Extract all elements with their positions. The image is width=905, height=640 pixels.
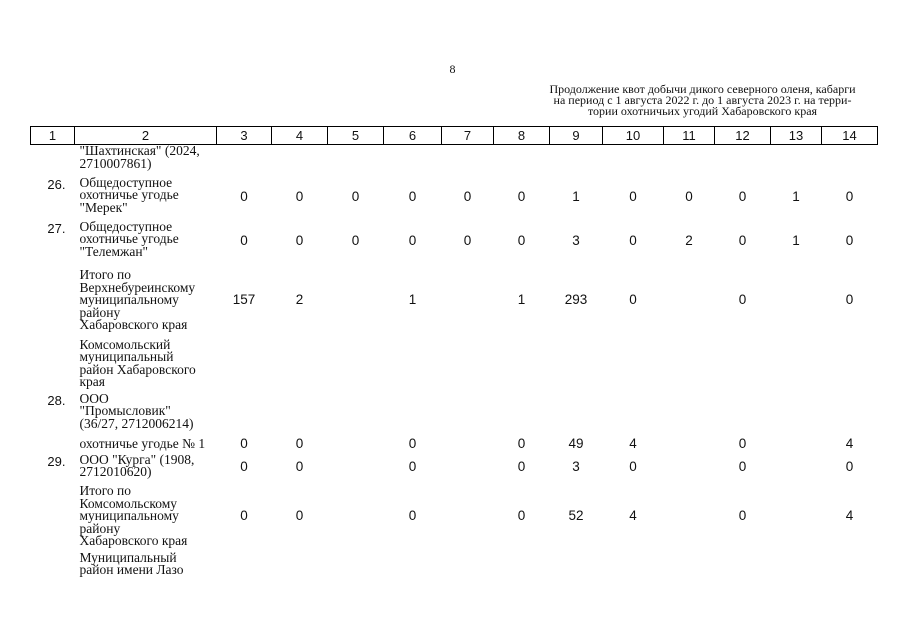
value-cell-col-9 bbox=[550, 145, 603, 175]
value-cell-col-3 bbox=[217, 550, 272, 584]
value-cell-col-9 bbox=[550, 550, 603, 584]
value-cell-col-11 bbox=[664, 452, 715, 482]
row-name-line: охотничье угодье bbox=[79, 187, 179, 202]
value-cell-col-7 bbox=[442, 452, 494, 482]
value-cell-col-5 bbox=[328, 482, 384, 550]
value-cell-col-6 bbox=[384, 337, 442, 391]
value-cell-col-14 bbox=[822, 550, 878, 584]
value-cell-col-8 bbox=[494, 145, 550, 175]
value-cell-col-3: 0 bbox=[240, 435, 248, 451]
value-cell-col-13 bbox=[771, 145, 822, 175]
row-name bbox=[75, 219, 217, 263]
value-cell-col-12: 0 bbox=[738, 189, 747, 204]
value-cell-col-7: 0 bbox=[463, 233, 472, 248]
value-cell-col-7: 0 bbox=[463, 189, 472, 204]
value-cell-col-5 bbox=[328, 452, 384, 482]
caption-line-2: на период с 1 августа 2022 г. до 1 августа 2023 г. на терри- bbox=[553, 93, 852, 107]
value-cell-col-13: 1 bbox=[792, 233, 800, 248]
row-name-line: муниципальный bbox=[79, 349, 174, 364]
quota-table bbox=[30, 126, 878, 584]
column-number-row bbox=[31, 127, 878, 145]
value-cell-col-10: 0 bbox=[629, 233, 637, 248]
row-name-line: району bbox=[79, 304, 121, 320]
column-header-14: 14 bbox=[822, 127, 878, 145]
row-name-line: охотничье угодье № 1 bbox=[79, 435, 206, 451]
value-cell-col-8: 0 bbox=[517, 508, 526, 523]
row-name-line: муниципальному bbox=[79, 508, 179, 524]
row-name-line: Итого по bbox=[79, 483, 132, 499]
value-cell-col-6 bbox=[384, 391, 442, 435]
value-cell-col-11 bbox=[664, 337, 715, 391]
row-name bbox=[75, 175, 217, 219]
column-header-5: 5 bbox=[328, 127, 384, 145]
row-name-line: охотничье угодье bbox=[79, 231, 179, 246]
page-number: 8 bbox=[449, 62, 456, 76]
value-cell-col-6 bbox=[384, 550, 442, 584]
value-cell-col-5 bbox=[328, 337, 384, 391]
value-cell-col-12: 0 bbox=[738, 233, 747, 248]
value-cell-col-14: 0 bbox=[845, 292, 854, 307]
row-name-line: Комсомольский bbox=[79, 336, 171, 352]
row-name bbox=[75, 435, 217, 452]
row-number: 26. bbox=[47, 176, 66, 192]
value-cell-col-7 bbox=[442, 482, 494, 550]
value-cell-col-13 bbox=[771, 263, 822, 337]
value-cell-col-7 bbox=[442, 145, 494, 175]
value-cell-col-13 bbox=[771, 482, 822, 550]
value-cell-col-3 bbox=[217, 337, 272, 391]
value-cell-col-7 bbox=[442, 550, 494, 584]
value-cell-col-10: 0 bbox=[629, 189, 637, 204]
value-cell-col-14: 0 bbox=[845, 189, 854, 204]
value-cell-col-10: 0 bbox=[629, 459, 637, 474]
column-header-10: 10 bbox=[603, 127, 664, 145]
value-cell-col-14: 4 bbox=[845, 508, 854, 523]
value-cell-col-7 bbox=[442, 391, 494, 435]
row-name-line: Верхнебуреинскому bbox=[79, 279, 196, 295]
value-cell-col-8: 0 bbox=[517, 233, 526, 248]
value-cell-col-14: 4 bbox=[845, 435, 854, 451]
row-number bbox=[31, 145, 75, 175]
value-cell-col-12 bbox=[715, 145, 771, 175]
row-name-line: район Хабаровского bbox=[79, 361, 196, 377]
value-cell-col-6: 0 bbox=[408, 435, 417, 451]
row-name-line: края bbox=[79, 374, 106, 389]
row-number bbox=[31, 337, 75, 391]
value-cell-col-14 bbox=[822, 145, 878, 175]
column-header-6: 6 bbox=[384, 127, 442, 145]
row-number bbox=[31, 482, 75, 550]
value-cell-col-12: 0 bbox=[738, 292, 747, 307]
value-cell-col-10: 0 bbox=[629, 292, 637, 307]
value-cell-col-11 bbox=[664, 435, 715, 452]
value-cell-col-9: 52 bbox=[568, 508, 584, 523]
value-cell-col-8: 0 bbox=[517, 435, 526, 451]
value-cell-col-12 bbox=[715, 391, 771, 435]
value-cell-col-14: 0 bbox=[845, 233, 854, 248]
table-row bbox=[31, 175, 878, 219]
value-cell-col-11: 0 bbox=[685, 189, 693, 204]
value-cell-col-5 bbox=[328, 145, 384, 175]
column-header-2: 2 bbox=[75, 127, 217, 145]
column-header-8: 8 bbox=[494, 127, 550, 145]
value-cell-col-9: 3 bbox=[572, 459, 580, 474]
value-cell-col-10 bbox=[603, 550, 664, 584]
row-name-line: район имени Лазо bbox=[79, 562, 184, 577]
value-cell-col-5: 0 bbox=[351, 233, 360, 248]
row-number bbox=[31, 550, 75, 584]
table-caption bbox=[530, 84, 875, 117]
row-name-line: 2710007861) bbox=[79, 155, 152, 171]
row-name-line: 2712010620) bbox=[79, 464, 152, 479]
table-body bbox=[31, 145, 878, 584]
row-number: 28. bbox=[47, 392, 66, 408]
table-row bbox=[31, 482, 878, 550]
row-name-line: Итого по bbox=[79, 267, 132, 283]
value-cell-col-7 bbox=[442, 337, 494, 391]
value-cell-col-7 bbox=[442, 263, 494, 337]
value-cell-col-9: 293 bbox=[564, 292, 588, 307]
row-name-line: Хабаровского края bbox=[79, 317, 188, 333]
value-cell-col-4: 0 bbox=[295, 189, 304, 204]
value-cell-col-9: 3 bbox=[572, 233, 580, 248]
row-number: 27. bbox=[47, 220, 66, 236]
caption-line-1: Продолжение квот добычи дикого северного оленя, кабарги bbox=[549, 82, 856, 96]
value-cell-col-5 bbox=[328, 263, 384, 337]
value-cell-col-3: 0 bbox=[240, 233, 248, 248]
row-name-line: Муниципальный bbox=[79, 549, 177, 565]
value-cell-col-3: 0 bbox=[240, 459, 248, 474]
column-header-11: 11 bbox=[664, 127, 715, 145]
value-cell-col-10 bbox=[603, 145, 664, 175]
row-name bbox=[75, 391, 217, 435]
table-row bbox=[31, 263, 878, 337]
value-cell-col-12 bbox=[715, 337, 771, 391]
value-cell-col-8 bbox=[494, 391, 550, 435]
table-row bbox=[31, 435, 878, 452]
row-name-line: (36/27, 2712006214) bbox=[79, 415, 194, 431]
value-cell-col-10 bbox=[603, 391, 664, 435]
value-cell-col-10 bbox=[603, 337, 664, 391]
value-cell-col-13: 1 bbox=[792, 189, 800, 204]
value-cell-col-12: 0 bbox=[738, 459, 747, 474]
row-name bbox=[75, 337, 217, 391]
row-name bbox=[75, 145, 217, 175]
value-cell-col-4 bbox=[272, 550, 328, 584]
value-cell-col-12 bbox=[715, 550, 771, 584]
row-name-line: муниципальному bbox=[79, 292, 179, 308]
value-cell-col-4 bbox=[272, 337, 328, 391]
column-header-12: 12 bbox=[715, 127, 771, 145]
row-name-line: ООО "Курга" (1908, bbox=[79, 451, 195, 467]
value-cell-col-13 bbox=[771, 435, 822, 452]
value-cell-col-9: 49 bbox=[568, 435, 584, 451]
value-cell-col-3: 157 bbox=[232, 292, 256, 307]
value-cell-col-11 bbox=[664, 391, 715, 435]
row-number bbox=[31, 263, 75, 337]
row-number: 29. bbox=[47, 453, 66, 469]
value-cell-col-13 bbox=[771, 550, 822, 584]
value-cell-col-4: 0 bbox=[295, 459, 304, 474]
row-name bbox=[75, 550, 217, 584]
row-name-line: Хабаровского края bbox=[79, 533, 188, 549]
value-cell-col-3: 0 bbox=[240, 508, 248, 523]
value-cell-col-8 bbox=[494, 337, 550, 391]
row-name-line: Комсомольскому bbox=[79, 495, 178, 511]
value-cell-col-3 bbox=[217, 391, 272, 435]
value-cell-col-4: 0 bbox=[295, 508, 304, 523]
value-cell-col-8 bbox=[494, 550, 550, 584]
value-cell-col-6 bbox=[384, 145, 442, 175]
row-name-line: Общедоступное bbox=[79, 218, 173, 234]
value-cell-col-4 bbox=[272, 391, 328, 435]
value-cell-col-10: 4 bbox=[629, 435, 637, 451]
caption-line-3: тории охотничьих угодий Хабаровского края bbox=[587, 104, 818, 118]
row-name-line: "Мерек" bbox=[79, 199, 128, 215]
table-row bbox=[31, 550, 878, 584]
row-name-line: Общедоступное bbox=[79, 174, 173, 190]
value-cell-col-6: 1 bbox=[408, 292, 417, 307]
value-cell-col-11 bbox=[664, 263, 715, 337]
table-row bbox=[31, 145, 878, 175]
value-cell-col-8: 1 bbox=[517, 292, 526, 307]
column-header-4: 4 bbox=[272, 127, 328, 145]
column-header-3: 3 bbox=[217, 127, 272, 145]
value-cell-col-4 bbox=[272, 145, 328, 175]
row-name-line: "Промысловик" bbox=[79, 403, 171, 418]
value-cell-col-11 bbox=[664, 145, 715, 175]
value-cell-col-4: 0 bbox=[295, 435, 304, 451]
column-header-7: 7 bbox=[442, 127, 494, 145]
value-cell-col-6: 0 bbox=[408, 459, 417, 474]
column-header-1: 1 bbox=[31, 127, 75, 145]
value-cell-col-9 bbox=[550, 337, 603, 391]
value-cell-col-11: 2 bbox=[685, 233, 693, 248]
value-cell-col-8: 0 bbox=[517, 459, 526, 474]
row-name-line: "Телемжан" bbox=[79, 243, 149, 259]
value-cell-col-6: 0 bbox=[408, 233, 417, 248]
value-cell-col-10: 4 bbox=[629, 508, 637, 523]
value-cell-col-4: 0 bbox=[295, 233, 304, 248]
row-name bbox=[75, 482, 217, 550]
value-cell-col-14 bbox=[822, 391, 878, 435]
table-row bbox=[31, 452, 878, 482]
value-cell-col-12: 0 bbox=[738, 435, 747, 451]
row-name-line: "Шахтинская" (2024, bbox=[79, 143, 200, 158]
value-cell-col-5 bbox=[328, 550, 384, 584]
value-cell-col-3 bbox=[217, 145, 272, 175]
value-cell-col-12: 0 bbox=[738, 508, 747, 523]
value-cell-col-11 bbox=[664, 550, 715, 584]
value-cell-col-8: 0 bbox=[517, 189, 526, 204]
value-cell-col-5: 0 bbox=[351, 189, 360, 204]
table-row bbox=[31, 219, 878, 263]
row-number bbox=[31, 435, 75, 452]
row-name bbox=[75, 263, 217, 337]
value-cell-col-3: 0 bbox=[240, 189, 248, 204]
table-row bbox=[31, 337, 878, 391]
value-cell-col-9: 1 bbox=[572, 189, 580, 204]
value-cell-col-11 bbox=[664, 482, 715, 550]
value-cell-col-14 bbox=[822, 337, 878, 391]
value-cell-col-6: 0 bbox=[408, 508, 417, 523]
row-name bbox=[75, 452, 217, 482]
value-cell-col-14: 0 bbox=[845, 459, 854, 474]
row-name-line: ООО bbox=[79, 390, 109, 406]
value-cell-col-9 bbox=[550, 391, 603, 435]
column-header-13: 13 bbox=[771, 127, 822, 145]
value-cell-col-13 bbox=[771, 452, 822, 482]
column-header-9: 9 bbox=[550, 127, 603, 145]
value-cell-col-5 bbox=[328, 435, 384, 452]
value-cell-col-4: 2 bbox=[295, 292, 304, 307]
table-row bbox=[31, 391, 878, 435]
value-cell-col-13 bbox=[771, 391, 822, 435]
value-cell-col-6: 0 bbox=[408, 189, 417, 204]
row-name-line: району bbox=[79, 520, 121, 536]
value-cell-col-13 bbox=[771, 337, 822, 391]
value-cell-col-5 bbox=[328, 391, 384, 435]
value-cell-col-7 bbox=[442, 435, 494, 452]
